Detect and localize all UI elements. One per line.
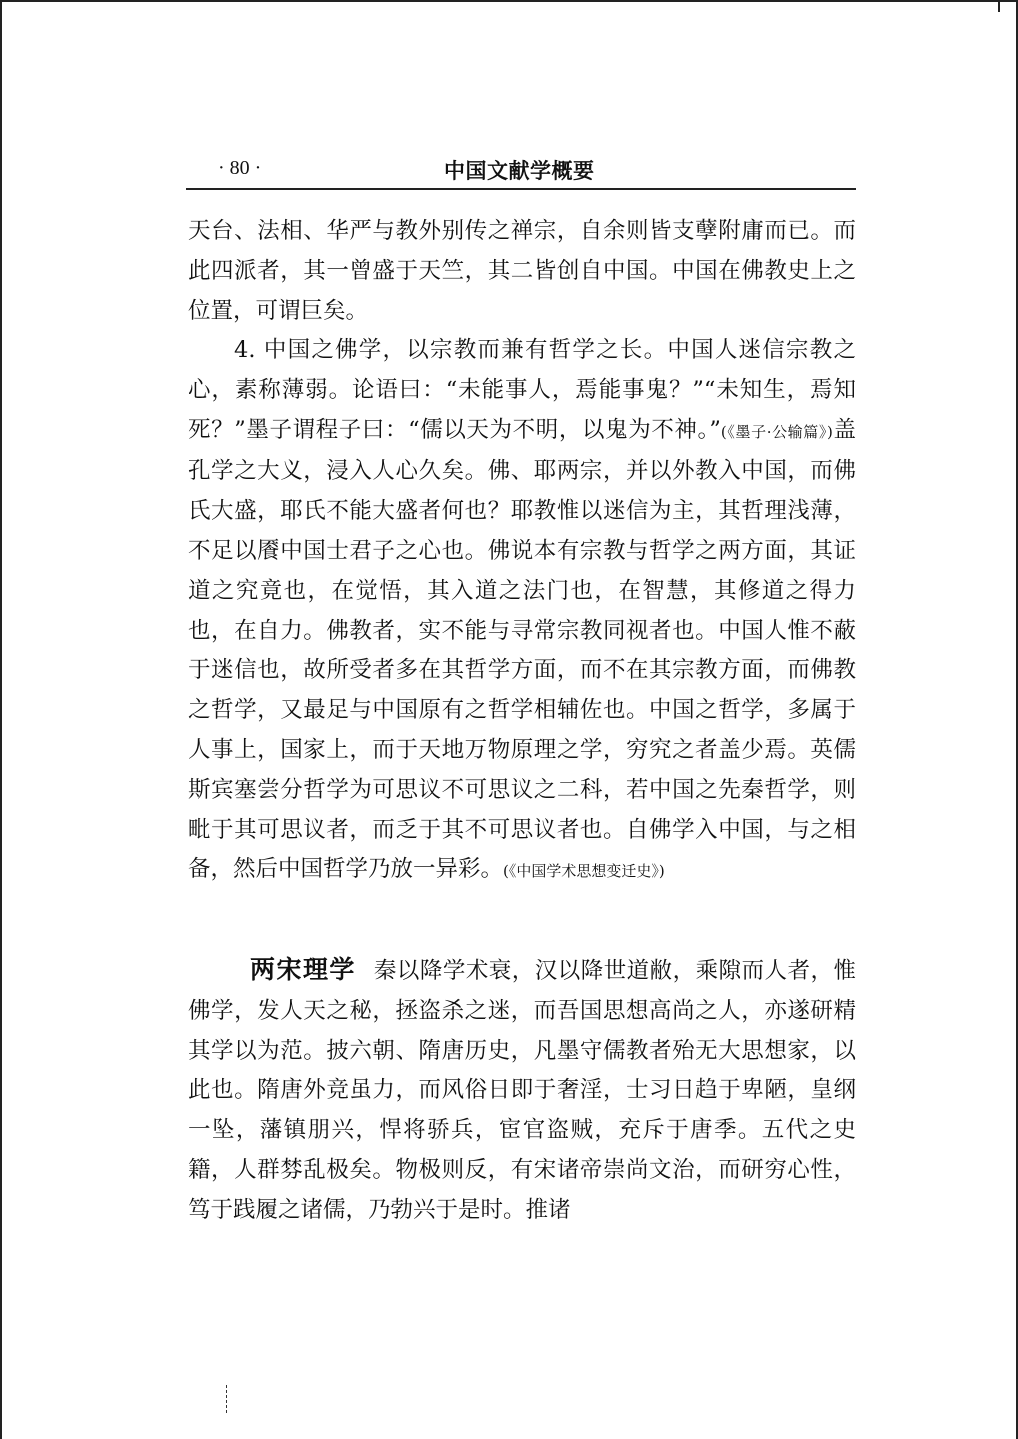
page-border-top (0, 0, 1018, 2)
paragraph-2-main: 4. 中国之佛学，以宗教而兼有哲学之长。中国人迷信宗教之心，素称薄弱。论语曰：“未能事人，焉能事鬼？”“未知生，焉知死？”墨子谓程子曰：“儒以天为不明，以鬼为不神。” (188, 337, 856, 443)
scan-margin-mark (226, 1385, 229, 1413)
scan-corner-mark (998, 0, 1000, 12)
section-text: 秦以降学术衰，汉以降世道敝，乘隙而人者，惟佛学，发人天之秘，拯盗杀之迷，而吾国思想高尚之人，亦遂研精其学以为范。披六朝、隋唐历史，凡墨守儒教者殆无大思想家，以此也。隋唐外竞虽力，而风俗日即于奢淫，士习日趋于卑陋，皇纲一坠，藩镇朋兴，悍将骄兵，宦官盗贼，充斥于唐季。五代之史籍，人群棼乱极矣。物极则反，有宋诸帝崇尚文治，而研穷心性，笃于践履之诸儒，乃勃兴于是时。推诸 (188, 958, 856, 1223)
paragraph-1 (188, 212, 856, 331)
running-title: 中国文献学概要 (444, 158, 595, 183)
page-header (188, 155, 856, 189)
section-song-neo-confucianism (188, 950, 856, 1231)
section-heading: 两宋理学 (250, 955, 356, 984)
header-rule (186, 188, 856, 190)
page-border-left (0, 0, 2, 1439)
paragraph-1-text: 天台、法相、华严与教外别传之禅宗，自余则皆支孽附庸而已。而此四派者，其一曾盛于天竺，其二皆创自中国。中国在佛教史上之位置，可谓巨矣。 (188, 218, 856, 324)
paragraph-2 (188, 331, 856, 892)
citation-source: (《中国学术思想变迁史》) (503, 862, 665, 881)
paragraph-2-rest: 盖孔学之大义，浸入人心久矣。佛、耶两宗，并以外教入中国，而佛氏大盛，耶氏不能大盛者何也？耶教惟以迷信为主，其哲理浅薄，不足以餍中国士君子之心也。佛说本有宗教与哲学之两方面，其证道之究竟也，在觉悟，其入道之法门也，在智慧，其修道之得力也，在自力。佛教者，实不能与寻常宗教同视者也。中国人惟不蔽于迷信也，故所受者多在其哲学方面，而不在其宗教方面，而佛教之哲学，又最足与中国原有之哲学相辅佐也。中国之哲学，多属于人事上，国家上，而于天地万物原理之学，穷究之者盖少焉。英儒斯宾塞尝分哲学为可思议不可思议之二科，若中国之先秦哲学，则毗于其可思议者，而乏于其不可思议者也。自佛学入中国，与之相备，然后中国哲学乃放一异彩。 (188, 416, 856, 883)
page-number: · 80 · (218, 157, 262, 179)
citation-mozi: (《墨子·公输篇》) (720, 422, 833, 441)
